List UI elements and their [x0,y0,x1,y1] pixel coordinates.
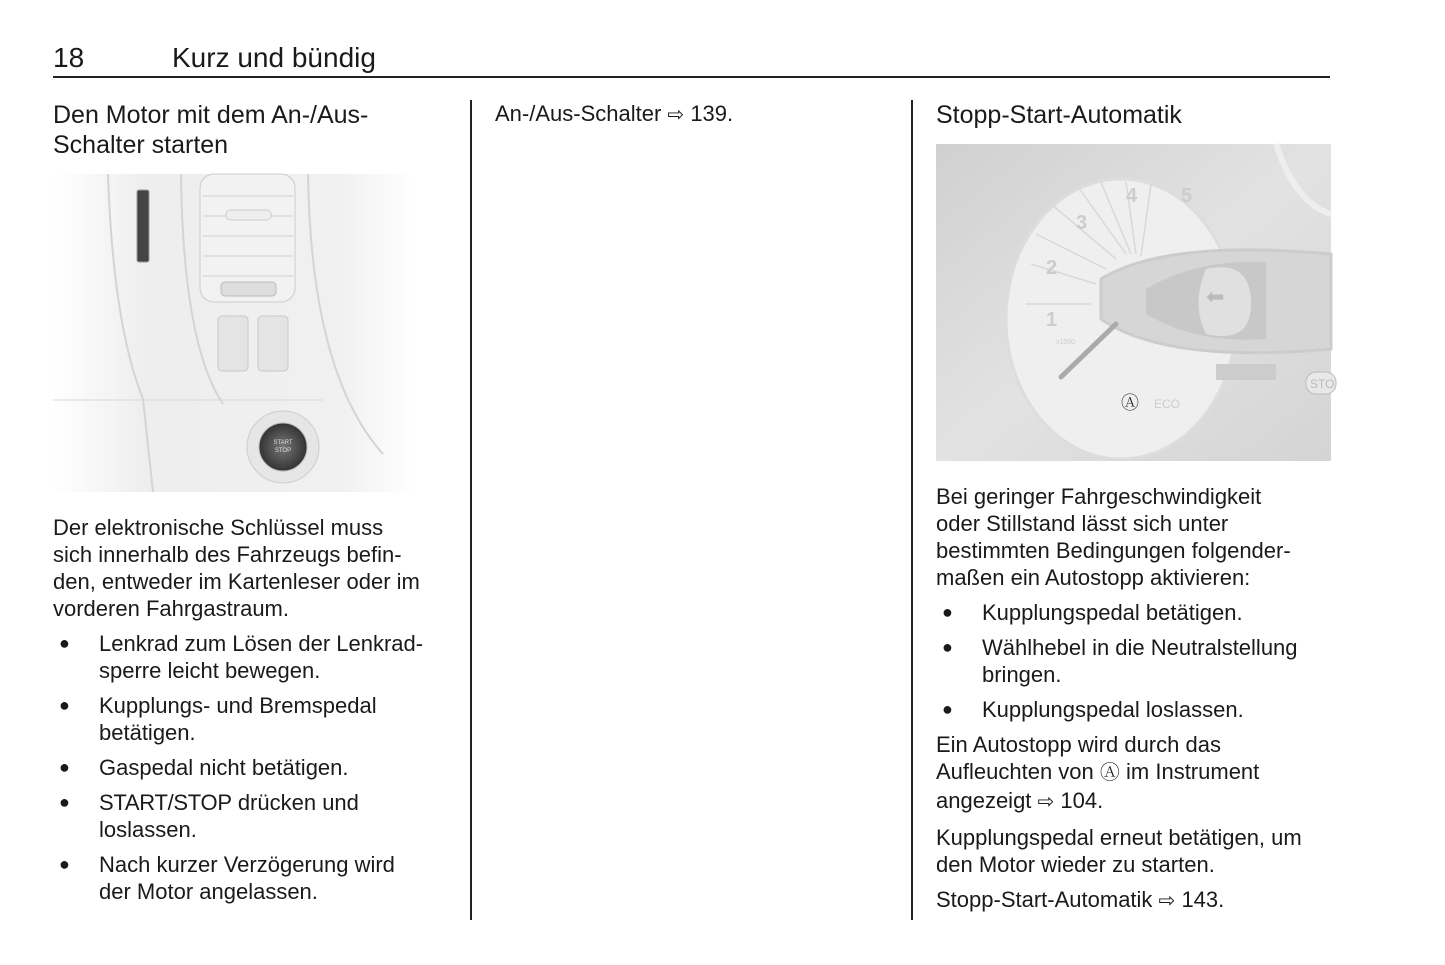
column-3 [936,100,1336,923]
paragraph-text: Ein Autostopp wird durch das Aufleuchten von [936,732,1221,784]
bullet-icon: ● [942,637,953,657]
list-item [53,630,453,684]
section-heading: Stopp-Start-Automatik [936,101,1182,129]
bullet-icon: ● [59,757,70,777]
list-item-text: Kupplungs- und Bremspedal betätigen. [99,693,377,745]
column-divider [470,100,472,920]
gauge-label: 1 [1046,309,1058,331]
list-item [53,692,453,746]
cross-reference[interactable] [936,886,1336,915]
bullet-icon: ● [59,695,70,715]
start-steps-list [53,630,453,905]
list-item [53,754,453,781]
bullet-icon: ● [59,633,70,653]
list-item [53,789,453,843]
bullet-icon: ● [59,854,70,874]
list-item [936,599,1336,626]
page-reference-arrow-icon: ⇨ [1158,890,1176,912]
list-item-text: Wählhebel in die Neutralstellung bringen. [982,635,1298,687]
reference-text: An-/Aus-Schalter [495,101,662,126]
autostop-indicator-icon: Ⓐ [1121,393,1139,414]
list-item-text: Kupplungspedal loslassen. [982,697,1244,722]
list-item-text: Lenkrad zum Lösen der Lenkrad- sperre leicht bewegen. [99,631,424,683]
gauge-label: 4 [1126,185,1138,207]
section-heading: Den Motor mit dem An-/Aus- Schalter starten [53,101,369,159]
start-stop-term: START/STOP [99,790,232,815]
list-item-text: drücken und loslassen. [99,790,359,842]
reference-page: 139. [690,101,734,126]
reference-page: 143. [1181,887,1225,912]
page-reference-arrow-icon: ⇨ [1037,791,1055,813]
autostop-paragraph [936,731,1336,816]
section-title: Kurz und bündig [172,42,376,73]
bullet-icon: ● [59,792,70,812]
start-stop-label: START [273,440,293,446]
paragraph-text: im Instrument angezeigt [936,759,1260,813]
restart-paragraph: Kupplungspedal erneut betätigen, um den Motor wieder zu starten. [936,825,1302,877]
list-item-text: Nach kurzer Verzögerung wird der Motor angelassen. [99,852,395,904]
page-reference-arrow-icon: ⇨ [667,104,685,126]
gauge-label: 3 [1076,212,1088,234]
svg-text:⬅: ⬅ [1206,285,1225,310]
intro-paragraph: Der elektronische Schlüssel muss sich innerhalb des Fahrzeugs befin- den, entweder im Kartenleser oder im vorderen Fahrgastraum. [53,515,420,621]
start-stop-button-illustration [53,174,413,492]
stop-button-label: STO [1310,377,1335,391]
column-2 [495,100,890,129]
reference-text: Stopp-Start-Automatik [936,887,1159,912]
intro-paragraph: Bei geringer Fahrgeschwindigkeit oder Stillstand lässt sich unter bestimmten Bedingungen folgender- maßen ein Autostopp aktivieren: [936,484,1291,590]
header-rule [53,76,1330,78]
gauge-label: 2 [1046,257,1058,279]
list-item [936,696,1336,723]
bullet-icon: ● [942,602,953,622]
svg-text:STOP: STOP [274,448,292,454]
gauge-unit: x1000 [1056,339,1076,346]
autostop-steps-list [936,599,1336,723]
eco-indicator: ECO [1154,397,1181,411]
gauge-label: 5 [1181,185,1193,207]
cross-reference[interactable] [495,100,890,129]
list-item [936,634,1336,688]
column-divider [911,100,913,920]
reference-page[interactable]: 104. [1060,788,1104,813]
list-item [53,851,453,905]
page-number: 18 [53,42,85,73]
column-1 [53,100,453,913]
instrument-cluster-illustration [936,144,1335,461]
list-item-text: Gaspedal nicht betätigen. [99,755,349,780]
autostop-icon: Ⓐ [1099,762,1120,784]
list-item-text: Kupplungspedal betätigen. [982,600,1243,625]
bullet-icon: ● [942,699,953,719]
